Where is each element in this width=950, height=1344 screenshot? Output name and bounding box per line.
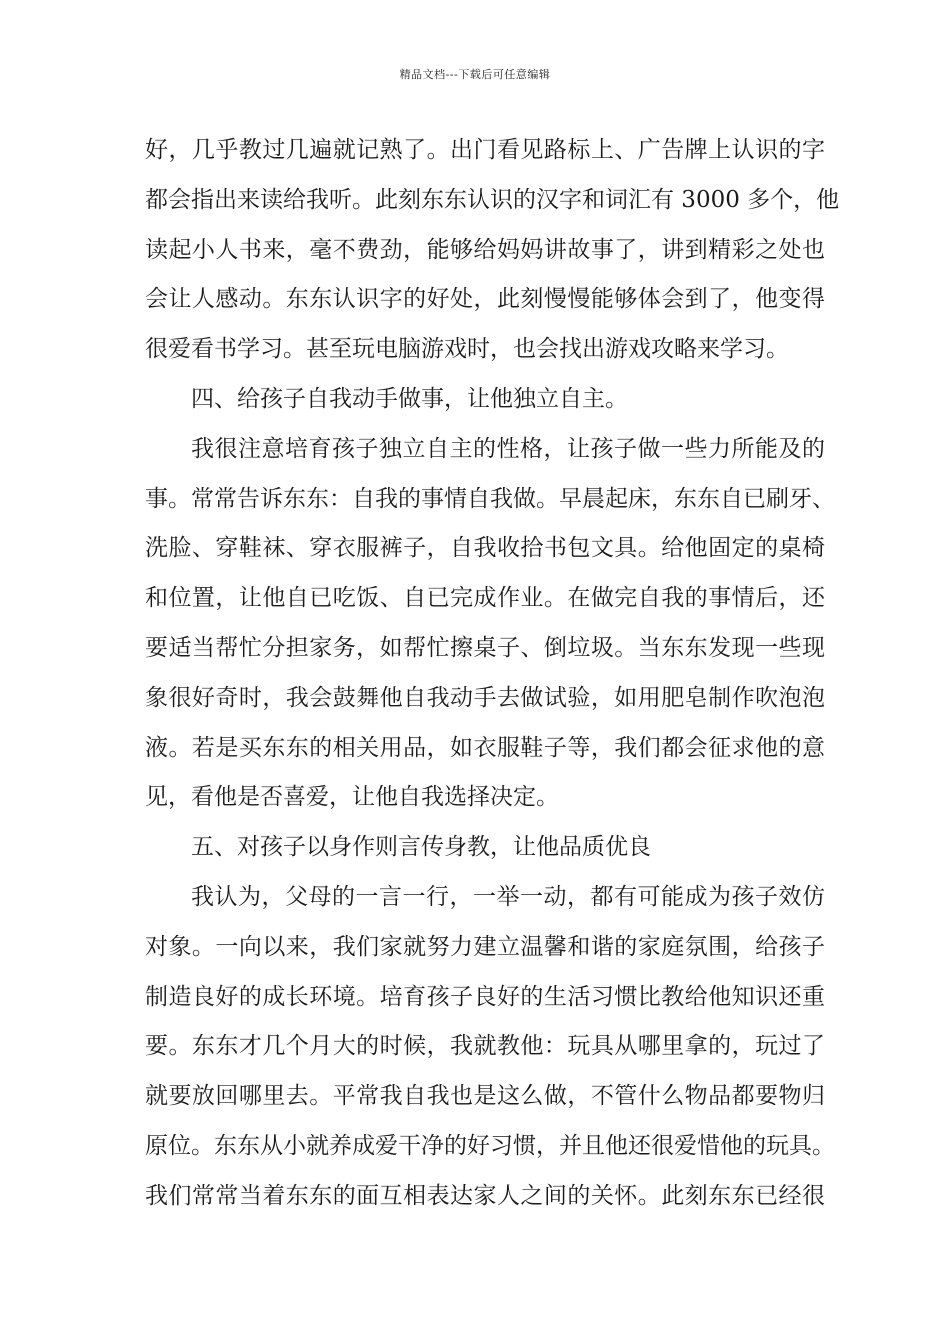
- text-line: 制造良好的成长环境。培育孩子良好的生活习惯比教给他知识还重: [145, 983, 825, 1010]
- text-line: 我很注意培育孩子独立自主的性格，让孩子做一些力所能及的: [191, 435, 825, 462]
- text-line: 事。常常告诉东东：自我的事情自我做。早晨起床，东东自已刷牙、: [145, 485, 835, 512]
- text-line: 就要放回哪里去。平常我自我也是这么做，不管什么物品都要物归: [145, 1083, 825, 1110]
- section-heading: 五、对孩子以身作则言传身教，让他品质优良: [191, 834, 651, 861]
- text-line: 原位。东东从小就养成爱干净的好习惯，并且他还很爱惜他的玩具。: [145, 1132, 835, 1159]
- text-line: 和位置，让他自已吃饭、自已完成作业。在做完自我的事情后，还: [145, 585, 825, 612]
- section-heading: 四、给孩子自我动手做事，让他独立自主。: [191, 385, 628, 412]
- text-line: 好，几乎教过几遍就记熟了。出门看见路标上、广告牌上认识的字: [145, 137, 825, 163]
- text-line: 读起小人书来，毫不费劲，能够给妈妈讲故事了，讲到精彩之处也: [145, 236, 825, 263]
- text-line: 我认为，父母的一言一行，一举一动，都有可能成为孩子效仿: [191, 883, 825, 910]
- text-line: 会让人感动。东东认识字的好处，此刻慢慢能够体会到了，他变得: [145, 286, 825, 313]
- text-line: 象很好奇时，我会鼓舞他自我动手去做试验，如用肥皂制作吹泡泡: [145, 684, 825, 711]
- text-line: 要适当帮忙分担家务，如帮忙擦桌子、倒垃圾。当东东发现一些现: [145, 634, 825, 661]
- text-line: 很爱看书学习。甚至玩电脑游戏时，也会找出游戏攻略来学习。: [145, 336, 789, 363]
- page-header: 精品文档---下载后可任意编辑: [399, 68, 551, 81]
- body-text: [145, 126, 840, 1222]
- text-line: 我们常常当着东东的面互相表达家人之间的关怀。此刻东东已经很: [145, 1182, 825, 1209]
- text-line: 都会指出来读给我听。此刻东东认识的汉字和词汇有 3000 多个，他: [145, 186, 840, 213]
- text-line: 要。东东才几个月大的时候，我就教他：玩具从哪里拿的，玩过了: [145, 1033, 825, 1060]
- text-line: 液。若是买东东的相关用品，如衣服鞋子等，我们都会征求他的意: [145, 734, 825, 761]
- text-line: 对象。一向以来，我们家就努力建立温馨和谐的家庭氛围，给孩子: [145, 933, 825, 960]
- text-line: 洗脸、穿鞋袜、穿衣服裤子，自我收拾书包文具。给他固定的桌椅: [145, 535, 825, 562]
- text-line: 见，看他是否喜爱，让他自我选择决定。: [145, 784, 559, 811]
